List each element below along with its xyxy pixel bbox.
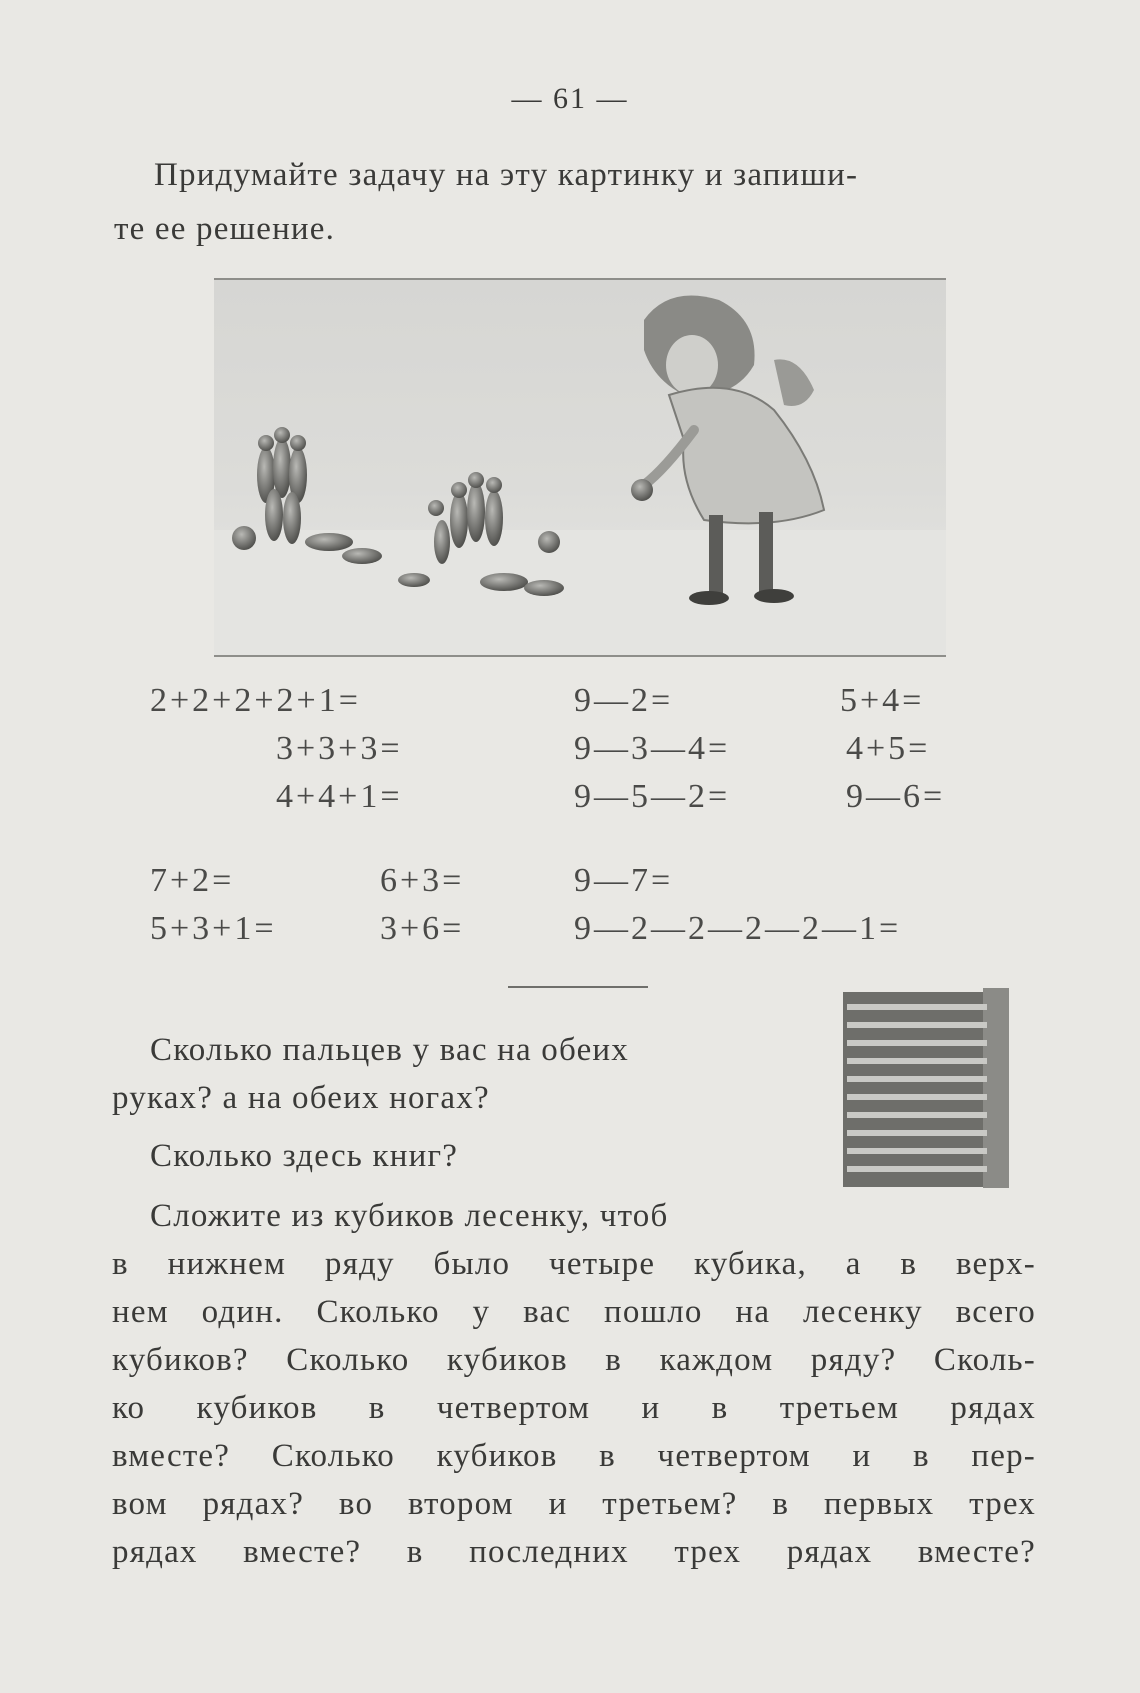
equation-r5c3: 9—2—2—2—2—1= xyxy=(574,910,902,947)
equation-r3c3: 9—6= xyxy=(846,778,946,815)
question-books: Сколько здесь книг? xyxy=(150,1138,459,1174)
question-stairs-line-5: ко кубиков в четвертом и в третьем рядах xyxy=(112,1390,1036,1426)
equation-r3c2: 9—5—2= xyxy=(574,778,731,815)
question-stairs-line-3: нем один. Сколько у вас пошло на лесенку всего xyxy=(112,1294,1036,1330)
equation-r4c1: 7+2= xyxy=(150,862,235,899)
question-fingers-line-2: руках? а на обеих ногах? xyxy=(112,1080,490,1116)
question-fingers-line-1: Сколько пальцев у вас на обеих xyxy=(150,1032,629,1068)
equation-r3c1: 4+4+1= xyxy=(276,778,403,815)
question-stairs-line-4: кубиков? Сколько кубиков в каждом ряду? Сколь- xyxy=(112,1342,1036,1378)
equation-r4c2: 6+3= xyxy=(380,862,465,899)
question-stairs-line-7: вом рядах? во втором и третьем? в первых трех xyxy=(112,1486,1036,1522)
intro-text xyxy=(114,148,1034,256)
equation-r2c2: 9—3—4= xyxy=(574,730,731,767)
skittles-photo-illustration xyxy=(214,280,946,655)
page-number: — 61 — xyxy=(511,82,629,115)
section-divider xyxy=(508,986,648,988)
question-stairs-line-6: вместе? Сколько кубиков в четвертом и в пер- xyxy=(112,1438,1036,1474)
equation-r5c2: 3+6= xyxy=(380,910,465,947)
equation-r4c3: 9—7= xyxy=(574,862,674,899)
book-stack-illustration xyxy=(833,982,1015,1192)
equation-r2c1: 3+3+3= xyxy=(276,730,403,767)
question-stairs-line-2: в нижнем ряду было четыре кубика, а в верх- xyxy=(112,1246,1036,1282)
equation-r1c2: 9—2= xyxy=(574,682,674,719)
skittles-photo xyxy=(214,278,946,657)
question-stairs-line-1: Сложите из кубиков лесенку, чтоб xyxy=(150,1198,669,1234)
intro-line-2: те ее решение. xyxy=(114,211,336,247)
equation-r1c1: 2+2+2+2+1= xyxy=(150,682,361,719)
equation-r2c3: 4+5= xyxy=(846,730,931,767)
equation-r1c3: 5+4= xyxy=(840,682,925,719)
question-stairs-line-8: рядах вместе? в последних трех рядах вместе? xyxy=(112,1534,1036,1570)
intro-line-1: Придумайте задачу на эту картинку и запиши- xyxy=(154,157,859,193)
equation-r5c1: 5+3+1= xyxy=(150,910,277,947)
